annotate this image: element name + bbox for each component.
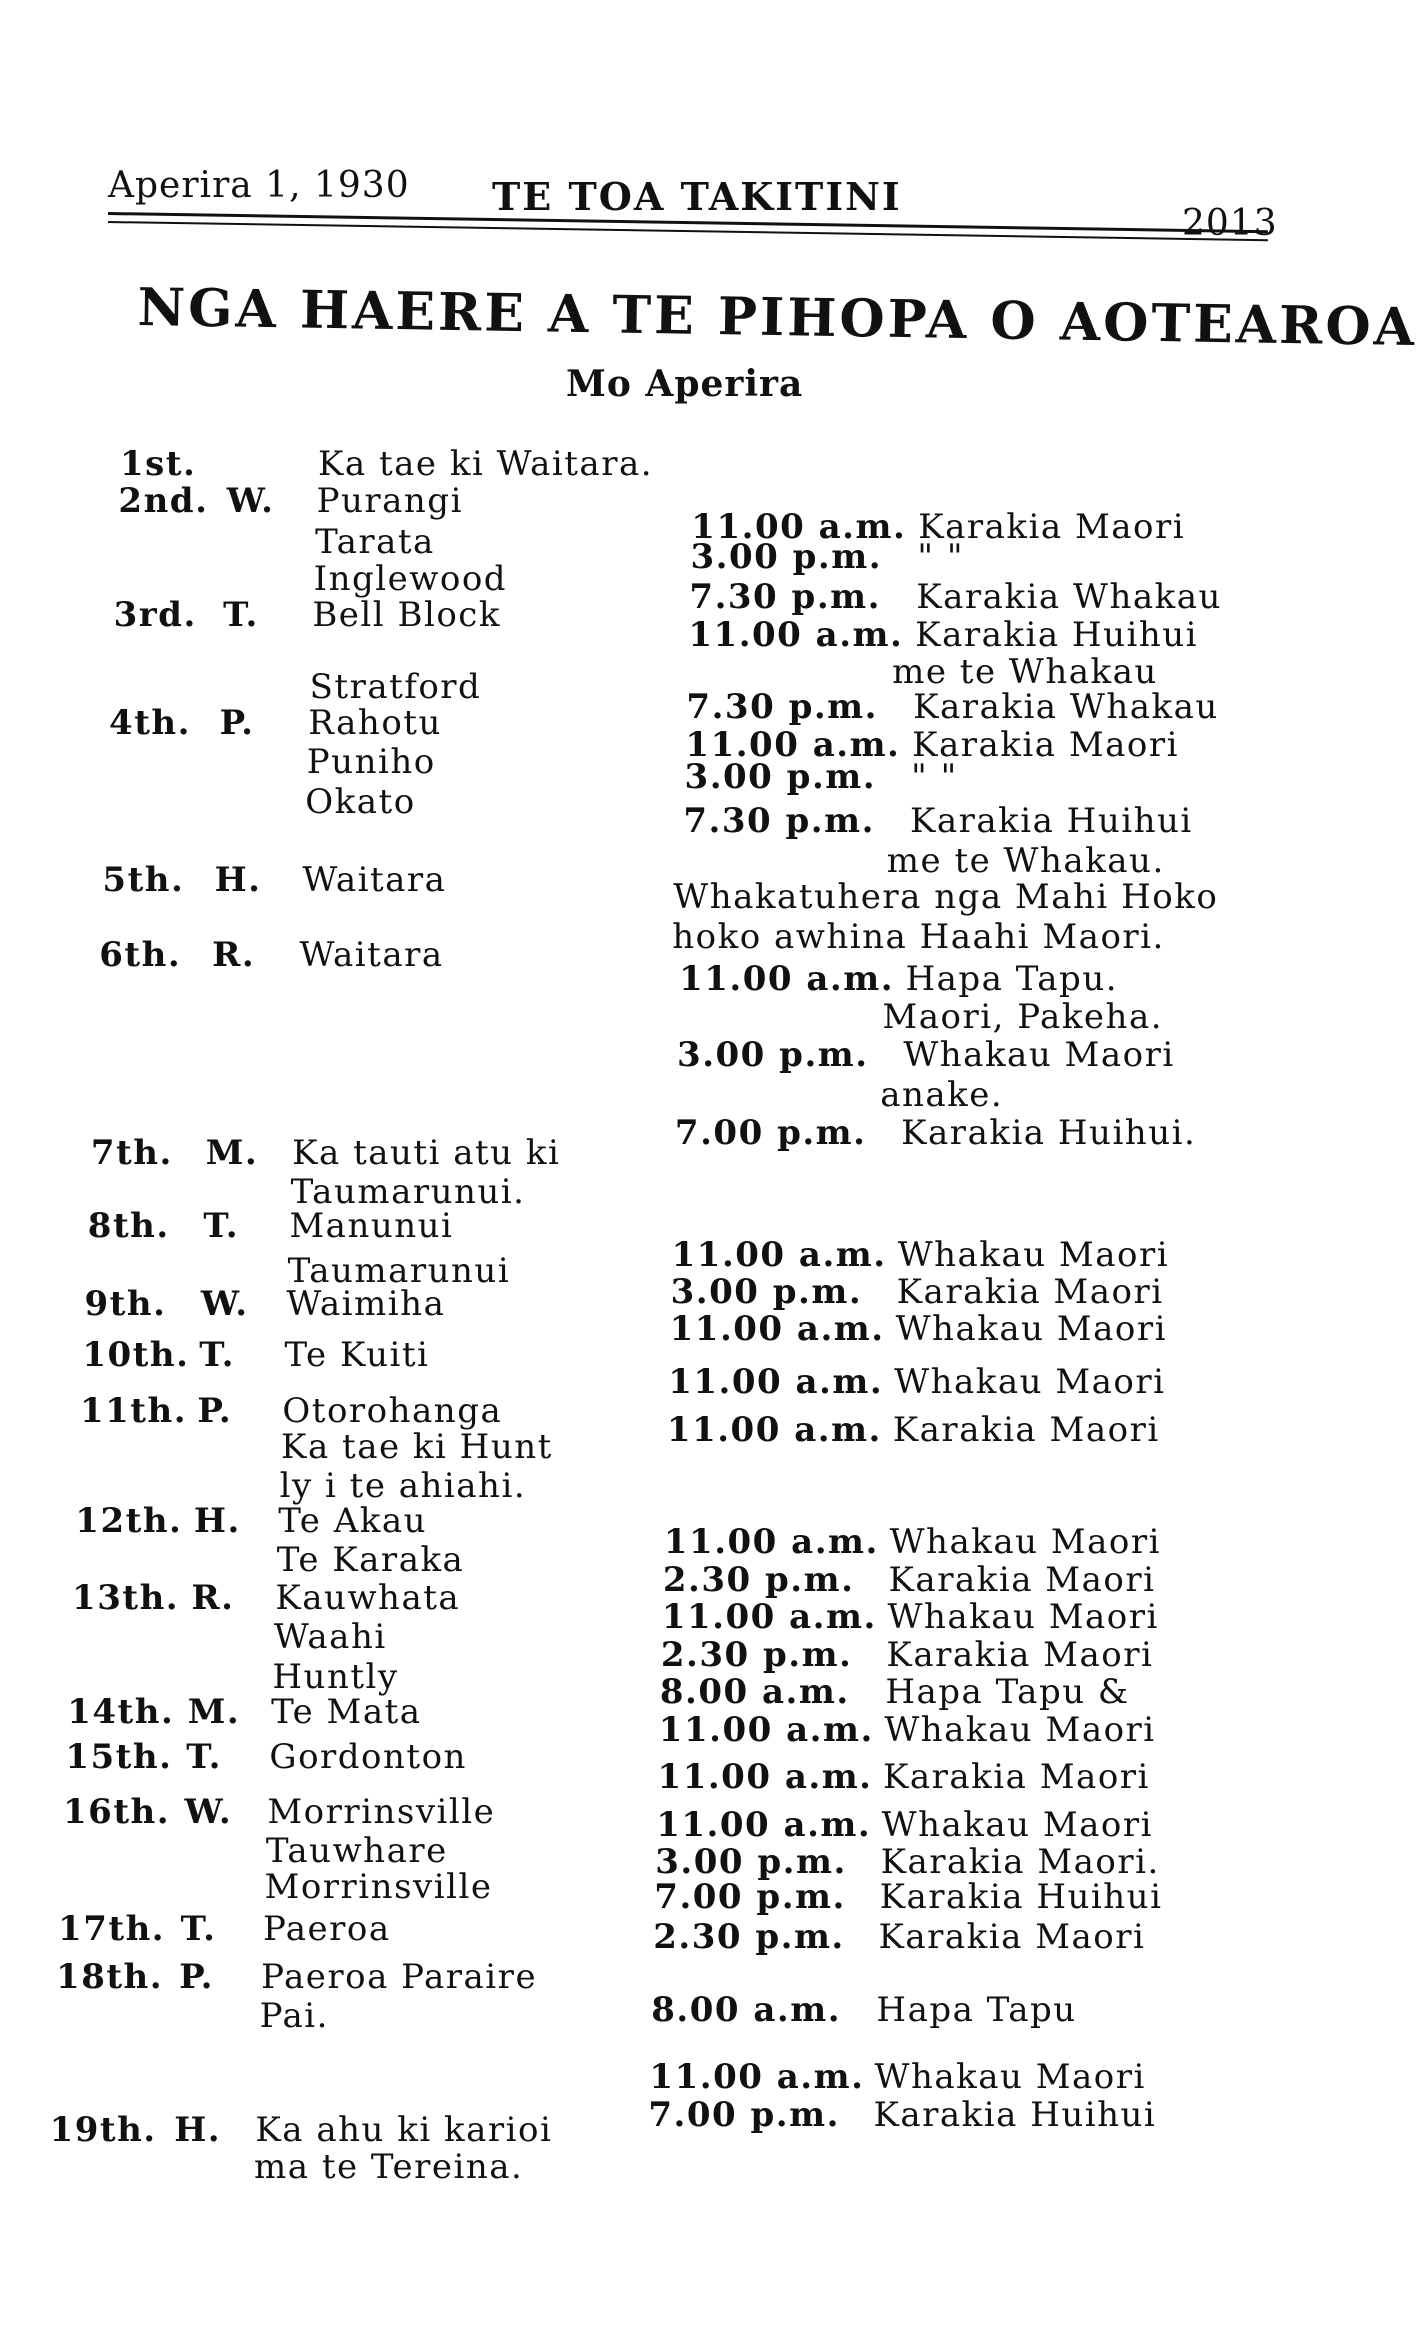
row-event: Karakia Maori [892, 1410, 1160, 1450]
row-event: Karakia Whakau [916, 577, 1222, 617]
row-weekday: R. [191, 1578, 235, 1618]
row-time: 11.00 a.m. [656, 1805, 872, 1845]
row-event: Karakia Huihui. [901, 1113, 1197, 1153]
row-place: Pai. [259, 1996, 329, 2036]
row-time: 11.00 a.m. [666, 1410, 882, 1450]
row-time: 2.30 p.m. [653, 1917, 845, 1957]
row-event: Karakia Maori. [880, 1842, 1160, 1882]
row-event: Karakia Maori [912, 725, 1180, 765]
row-day: 19th. [49, 2110, 157, 2150]
row-event: Whakau Maori [881, 1805, 1153, 1845]
row-event: Hapa Tapu [876, 1990, 1077, 2030]
row-place: Taumarunui. [290, 1172, 526, 1212]
row-time: 2.30 p.m. [662, 1560, 855, 1600]
row-event: Whakau Maori [894, 1362, 1166, 1402]
row-time: 11.00 a.m. [661, 1597, 877, 1637]
row-event: Hapa Tapu & [885, 1672, 1130, 1712]
row-event: Karakia Maori [886, 1635, 1154, 1675]
row-place: Waimiha [286, 1284, 446, 1324]
row-time: 2.30 p.m. [660, 1635, 853, 1675]
header-page-number: 2013 [1182, 203, 1278, 244]
row-day: 6th. [99, 935, 182, 975]
row-place: Ka tae ki Hunt [281, 1427, 553, 1467]
row-place: Taumarunui [287, 1251, 511, 1291]
row-event: Whakau Maori [887, 1597, 1159, 1637]
row-place: ly i te ahiahi. [279, 1466, 527, 1506]
row-event: Karakia Huihui [915, 615, 1199, 655]
row-place: Waitara [302, 860, 447, 900]
row-weekday: T. [180, 1909, 217, 1949]
row-time: 7.00 p.m. [674, 1113, 867, 1153]
row-weekday: R. [212, 935, 256, 975]
row-time: 11.00 a.m. [688, 615, 904, 655]
row-time: 11.00 a.m. [649, 2057, 865, 2097]
row-weekday: T. [199, 1335, 235, 1375]
row-event: Karakia Maori [918, 507, 1186, 547]
page-subtitle: Mo Aperira [566, 363, 804, 405]
row-weekday: T. [203, 1206, 240, 1246]
row-time: 8.00 a.m. [659, 1672, 850, 1712]
row-time: 11.00 a.m. [685, 725, 901, 765]
row-day: 18th. [56, 1957, 164, 1997]
row-time: 11.00 a.m. [663, 1522, 879, 1562]
row-time: 11.00 a.m. [671, 1235, 887, 1275]
row-time: 11.00 a.m. [658, 1710, 874, 1750]
header-date: Aperira 1, 1930 [108, 165, 410, 206]
row-event: Whakau Maori [874, 2057, 1146, 2097]
row-place: Paeroa [262, 1909, 391, 1949]
row-weekday: H. [214, 860, 262, 900]
row-place: Te Akau [278, 1501, 428, 1541]
row-time: 11.00 a.m. [691, 507, 907, 547]
row-event: Whakau Maori [884, 1710, 1156, 1750]
row-event: Karakia Maori [878, 1917, 1146, 1957]
row-event: Karakia Maori [882, 1757, 1150, 1797]
row-time: 7.30 p.m. [689, 577, 881, 617]
row-place: Waahi [273, 1617, 387, 1657]
row-place: Puniho [306, 742, 436, 782]
row-place: Te Kuiti [284, 1335, 430, 1375]
row-event: Karakia Maori [888, 1560, 1156, 1600]
row-event: Karakia Whakau [913, 687, 1219, 727]
row-day: 7th. [90, 1133, 173, 1173]
row-day: 14th. [67, 1692, 175, 1732]
row-event: " " [917, 537, 964, 577]
row-place: Ka tae ki Waitara. [318, 444, 654, 484]
row-time: 3.00 p.m. [655, 1842, 847, 1882]
row-weekday: M. [187, 1692, 241, 1732]
row-place: Rahotu [308, 703, 442, 743]
row-place: Otorohanga [282, 1391, 503, 1431]
row-weekday: W. [184, 1792, 233, 1832]
row-day: 3rd. [113, 595, 197, 635]
row-event: Karakia Maori [896, 1272, 1164, 1312]
row-weekday: H. [174, 2110, 222, 2150]
row-weekday: P. [179, 1957, 214, 1997]
row-place: Purangi [316, 481, 463, 521]
row-time: 3.00 p.m. [690, 537, 883, 577]
row-time: 8.00 a.m. [651, 1990, 842, 2030]
row-place: Tauwhare [265, 1831, 448, 1871]
row-weekday: W. [200, 1284, 249, 1324]
row-time: 11.00 a.m. [657, 1757, 873, 1797]
row-day: 1st. [120, 444, 197, 484]
row-place: Ka ahu ki karioi [255, 2110, 553, 2150]
row-weekday: T. [223, 595, 259, 635]
row-day: 16th. [63, 1792, 171, 1832]
row-day: 4th. [109, 703, 191, 743]
row-time: 11.00 a.m. [679, 959, 895, 999]
row-event: Karakia Huihui [873, 2095, 1157, 2135]
row-time: 7.00 p.m. [654, 1877, 846, 1917]
row-place: Inglewood [313, 559, 508, 599]
row-place: Kauwhata [275, 1578, 461, 1618]
row-weekday: H. [193, 1501, 241, 1541]
row-day: 2nd. [118, 481, 209, 521]
row-event: Hapa Tapu. [905, 959, 1119, 999]
row-day: 12th. [75, 1501, 183, 1541]
row-place: Paeroa Paraire [261, 1957, 538, 1997]
row-place: Manunui [289, 1206, 454, 1246]
row-day: 15th. [65, 1737, 173, 1777]
row-event: anake. [880, 1075, 1004, 1115]
header-publication: TE TOA TAKITINI [492, 174, 902, 219]
row-place: Ka tauti atu ki [292, 1133, 561, 1173]
row-day: 5th. [102, 860, 185, 900]
row-event: me te Whakau [892, 652, 1158, 692]
row-day: 9th. [84, 1284, 167, 1324]
page-title: NGA HAERE A TE PIHOPA O AOTEAROA [137, 277, 1417, 359]
row-place: Okato [305, 782, 416, 822]
row-time: 11.00 a.m. [668, 1362, 884, 1402]
row-place: Te Karaka [276, 1540, 465, 1580]
row-time: 11.00 a.m. [669, 1309, 885, 1349]
row-place: Waitara [299, 935, 444, 975]
row-time: 3.00 p.m. [677, 1035, 869, 1075]
row-day: 11th. [79, 1391, 188, 1431]
row-event: Whakatuhera nga Mahi Hoko [673, 877, 1219, 917]
row-event: Whakau Maori [897, 1235, 1170, 1275]
row-weekday: W. [226, 481, 275, 521]
row-day: 10th. [82, 1335, 190, 1375]
row-event: Whakau Maori [895, 1309, 1167, 1349]
row-time: 7.30 p.m. [683, 801, 875, 841]
row-place: Stratford [309, 667, 482, 707]
row-weekday: T. [186, 1737, 222, 1777]
row-place: Huntly [272, 1657, 399, 1697]
row-weekday: P. [219, 703, 255, 743]
row-place: Tarata [315, 522, 435, 562]
row-event: Karakia Huihui [909, 801, 1193, 841]
row-place: Morrinsville [264, 1867, 493, 1907]
row-day: 17th. [58, 1909, 166, 1949]
row-event: me te Whakau. [886, 841, 1165, 881]
row-event: hoko awhina Haahi Maori. [672, 917, 1165, 957]
row-place: ma te Tereina. [254, 2147, 524, 2187]
row-event: Maori, Pakeha. [882, 997, 1164, 1037]
row-place: Bell Block [312, 595, 501, 635]
row-time: 7.00 p.m. [648, 2095, 840, 2135]
row-time: 3.00 p.m. [670, 1272, 863, 1312]
row-event: Whakau Maori [903, 1035, 1175, 1075]
row-place: Gordonton [269, 1737, 467, 1777]
row-weekday: P. [197, 1391, 233, 1431]
row-weekday: M. [205, 1133, 259, 1173]
row-place: Te Mata [271, 1692, 422, 1732]
row-day: 8th. [87, 1206, 170, 1246]
row-place: Morrinsville [267, 1792, 496, 1832]
row-event: " " [911, 757, 958, 797]
row-time: 7.30 p.m. [686, 687, 878, 727]
row-event: Karakia Huihui [879, 1877, 1163, 1917]
row-time: 3.00 p.m. [684, 757, 877, 797]
row-event: Whakau Maori [889, 1522, 1161, 1562]
row-day: 13th. [72, 1578, 180, 1618]
